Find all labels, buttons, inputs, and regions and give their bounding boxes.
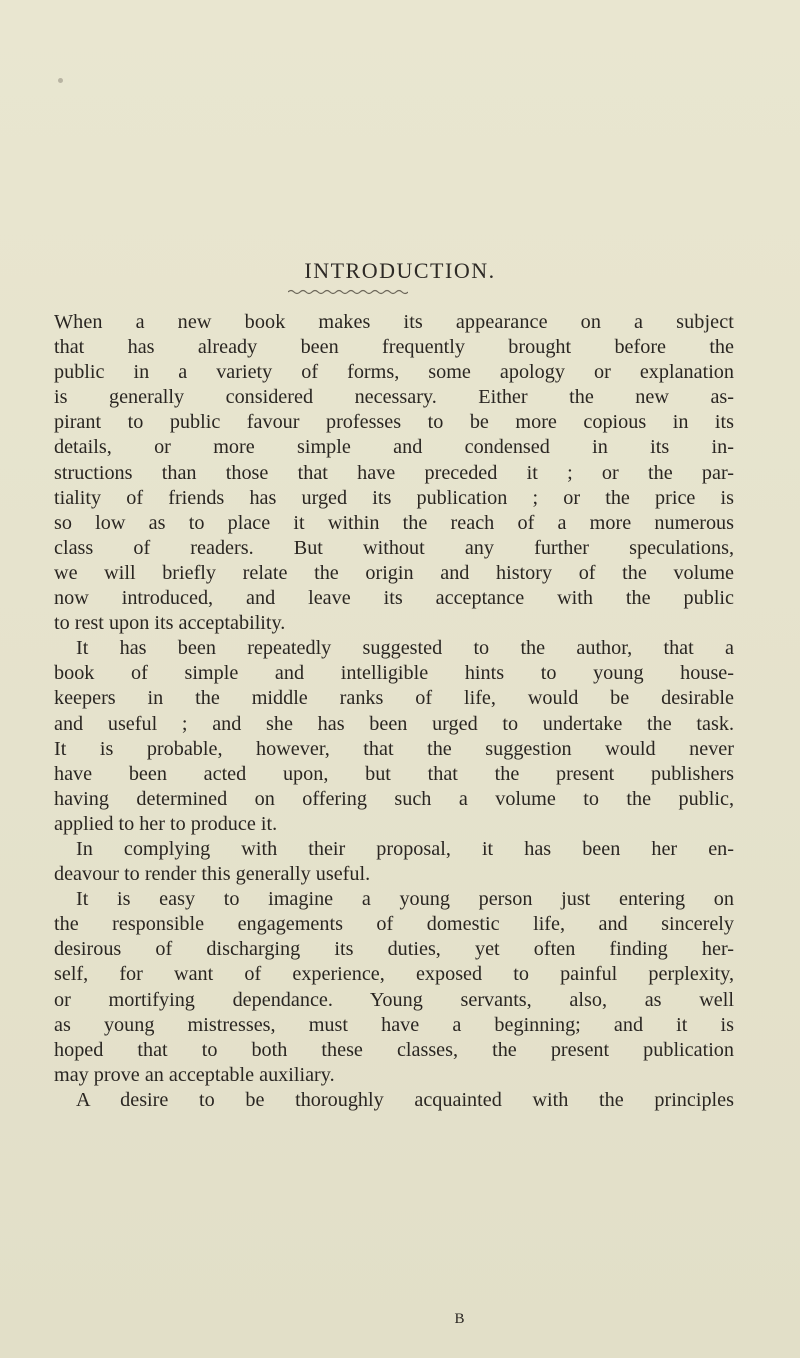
- text-line: When a new book makes its appearance on a subject: [54, 311, 734, 333]
- page-title: INTRODUCTION.: [304, 258, 496, 283]
- text-line: so low as to place it within the reach of a more numerous: [54, 511, 734, 534]
- text-line: the responsible engagements of domestic life, and sincerely: [54, 913, 734, 936]
- text-line: hoped that to both these classes, the present publication: [54, 1038, 734, 1061]
- text-line: having determined on offering such a volume to the public,: [54, 787, 734, 810]
- signature-mark: B: [454, 1311, 466, 1327]
- text-line: A desire to be thoroughly acquainted with the principles: [76, 1088, 734, 1111]
- text-line: to rest upon its acceptability.: [54, 612, 286, 635]
- text-line: we will briefly relate the origin and history of the volume: [54, 561, 734, 584]
- text-line: applied to her to produce it.: [54, 812, 278, 835]
- text-line: It is easy to imagine a young person just entering on: [76, 888, 734, 911]
- title-ornament-rule: [288, 288, 408, 296]
- text-line: pirant to public favour professes to be more copious in its: [54, 411, 734, 434]
- text-line: keepers in the middle ranks of life, would be desirable: [54, 687, 734, 710]
- text-line: In complying with their proposal, it has been her en-: [76, 837, 734, 860]
- text-line: It has been repeatedly suggested to the author, that a: [76, 637, 734, 660]
- text-line: have been acted upon, but that the present publishers: [54, 762, 734, 785]
- text-line: It is probable, however, that the suggestion would never: [54, 737, 734, 760]
- text-line: self, for want of experience, exposed to painful perplexity,: [54, 963, 734, 986]
- text-line: structions than those that have preceded it ; or the par-: [54, 461, 734, 484]
- text-line: now introduced, and leave its acceptance with the public: [54, 587, 734, 610]
- text-line: and useful ; and she has been urged to undertake the task.: [54, 712, 734, 735]
- body-text: [54, 310, 734, 1113]
- text-line: desirous of discharging its duties, yet often finding her-: [54, 938, 734, 961]
- text-line: deavour to render this generally useful.: [54, 863, 371, 886]
- text-line: or mortifying dependance. Young servants, also, as well: [54, 988, 734, 1011]
- text-line: that has already been frequently brought before the: [54, 336, 734, 359]
- text-line: class of readers. But without any further speculations,: [54, 536, 734, 559]
- text-line: is generally considered necessary. Either the new as-: [54, 386, 734, 409]
- signature-mark-row: [0, 1311, 800, 1328]
- paper-speck: [58, 78, 63, 83]
- text-line: may prove an acceptable auxiliary.: [54, 1063, 335, 1086]
- text-line: details, or more simple and condensed in its in-: [54, 436, 734, 459]
- text-line: book of simple and intelligible hints to young house-: [54, 662, 734, 685]
- text-line: public in a variety of forms, some apology or explanation: [54, 361, 734, 384]
- text-line: tiality of friends has urged its publication ; or the price is: [54, 486, 734, 509]
- text-line: as young mistresses, must have a beginning; and it is: [54, 1013, 734, 1036]
